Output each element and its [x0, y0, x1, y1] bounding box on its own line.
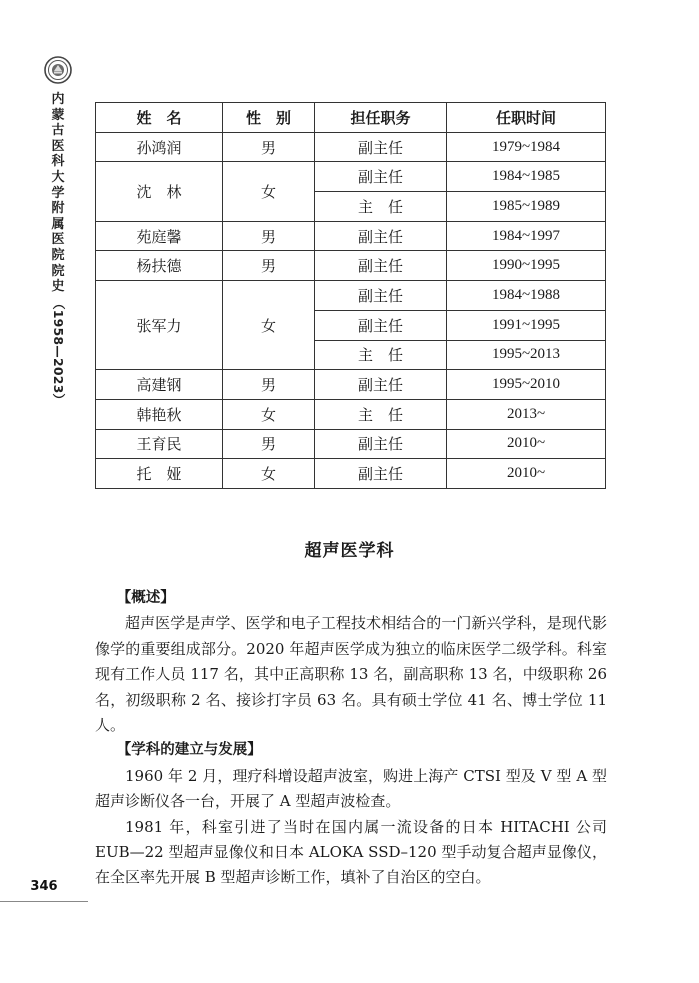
cell-name: 高建钢 [96, 370, 223, 400]
table-row [96, 281, 606, 311]
cell-period: 1991~1995 [447, 310, 606, 340]
cell-post: 副主任 [315, 429, 447, 459]
cell-period: 1979~1984 [447, 132, 606, 162]
cell-gender: 男 [223, 221, 315, 251]
header-gender: 性 别 [223, 103, 315, 133]
cell-post: 副主任 [315, 132, 447, 162]
cell-name: 韩艳秋 [96, 399, 223, 429]
cell-post: 主 任 [315, 192, 447, 222]
table-row [96, 399, 606, 429]
cell-name: 苑庭馨 [96, 221, 223, 251]
table-row [96, 459, 606, 489]
table-row [96, 429, 606, 459]
hospital-emblem-icon [44, 56, 72, 84]
cell-name: 杨扶德 [96, 251, 223, 281]
heading-history: 【学科的建立与发展】 [116, 742, 262, 759]
cell-name: 张军力 [96, 281, 223, 370]
cell-name: 沈 林 [96, 162, 223, 221]
paragraph-overview: 超声医学是声学、医学和电子工程技术相结合的一门新兴学科，是现代影像学的重要组成部分。2020 年超声医学成为独立的临床医学二级学科。科室现有工作人员 117 名，其中正高职称 13 名，副高职称 13 名，中级职称 26 名，初级职称 2 名、接诊打字员 63 名。具有硕士学位 41 名、博士学位 11 人。 [95, 614, 607, 735]
running-title-years: （1958—2023） [51, 296, 66, 406]
running-title-text: 内蒙古医科大学附属医院院史 [51, 92, 65, 295]
header-post: 担任职务 [315, 103, 447, 133]
cell-period: 2010~ [447, 459, 606, 489]
paragraph-1960: 1960 年 2 月，理疗科增设超声波室，购进上海产 CTSI 型及 V 型 A 型超声诊断仪各一台，开展了 A 型超声波检查。 [95, 766, 607, 811]
cell-period: 1984~1997 [447, 221, 606, 251]
cell-post: 主 任 [315, 340, 447, 370]
cell-post: 副主任 [315, 221, 447, 251]
cell-period: 1990~1995 [447, 251, 606, 281]
table-row [96, 221, 606, 251]
cell-post: 副主任 [315, 162, 447, 192]
cell-period: 2010~ [447, 429, 606, 459]
cell-post: 副主任 [315, 251, 447, 281]
cell-gender: 女 [223, 281, 315, 370]
section-body [95, 586, 607, 891]
cell-gender: 男 [223, 132, 315, 162]
table-body [96, 132, 606, 488]
cell-gender: 女 [223, 162, 315, 221]
cell-name: 孙鸿润 [96, 132, 223, 162]
section-title: 超声医学科 [304, 541, 395, 561]
cell-gender: 男 [223, 429, 315, 459]
cell-post: 主 任 [315, 399, 447, 429]
page-number: 346 [30, 879, 58, 894]
cell-gender: 男 [223, 370, 315, 400]
cell-period: 1984~1985 [447, 162, 606, 192]
table-row [96, 162, 606, 192]
header-period: 任职时间 [447, 103, 606, 133]
cell-post: 副主任 [315, 310, 447, 340]
cell-gender: 男 [223, 251, 315, 281]
table-header-row [96, 103, 606, 133]
page-number-rule [0, 901, 88, 902]
header-name: 姓 名 [96, 103, 223, 133]
table-row [96, 370, 606, 400]
cell-period: 1985~1989 [447, 192, 606, 222]
cell-name: 托 娅 [96, 459, 223, 489]
department-leaders-table [95, 102, 606, 489]
table-row [96, 251, 606, 281]
cell-post: 副主任 [315, 281, 447, 311]
cell-gender: 女 [223, 459, 315, 489]
cell-post: 副主任 [315, 459, 447, 489]
cell-name: 王育民 [96, 429, 223, 459]
running-title [46, 92, 70, 406]
cell-period: 1984~1988 [447, 281, 606, 311]
heading-overview: 【概述】 [116, 590, 175, 606]
cell-period: 1995~2013 [447, 340, 606, 370]
table-row [96, 132, 606, 162]
paragraph-1981: 1981 年，科室引进了当时在国内属一流设备的日本 HITACHI 公司 EUB—22 型超声显像仪和日本 ALOKA SSD–120 型手动复合超声显像仪，在全区率先开展 B 型超声诊断工作，填补了自治区的空白。 [95, 817, 607, 887]
cell-period: 2013~ [447, 399, 606, 429]
cell-period: 1995~2010 [447, 370, 606, 400]
cell-post: 副主任 [315, 370, 447, 400]
cell-gender: 女 [223, 399, 315, 429]
